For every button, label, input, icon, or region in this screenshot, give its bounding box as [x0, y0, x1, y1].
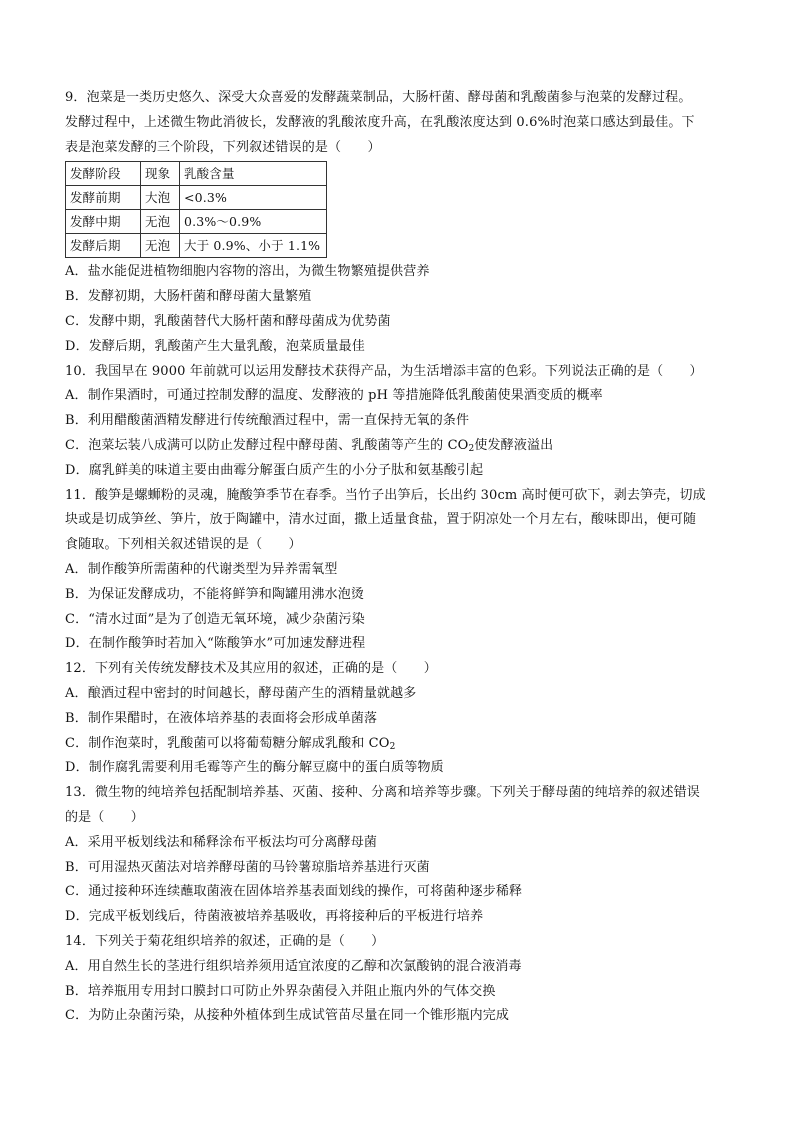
- question-12: [65, 657, 740, 781]
- table-row: [66, 210, 327, 234]
- table-cell: 无泡: [141, 210, 180, 234]
- subscript: 2: [389, 741, 396, 752]
- exam-page: [65, 86, 740, 1029]
- question-13: [65, 781, 740, 930]
- question-9: [65, 86, 740, 360]
- option-c: C．为防止杂菌污染，从接种外植体到生成试管苗尽量在同一个锥形瓶内完成: [65, 1008, 510, 1024]
- option-b: B．制作果醋时，在液体培养基的表面将会形成单菌落: [65, 710, 378, 726]
- option-b: B．利用醋酸菌酒精发酵进行传统酿酒过程中，需一直保持无氧的条件: [65, 413, 470, 429]
- option-d: D．制作腐乳需要利用毛霉等产生的酶分解豆腐中的蛋白质等物质: [65, 760, 444, 776]
- table-header-cell: 乳酸含量: [180, 162, 327, 186]
- option-text: C．制作泡菜时，乳酸菌可以将葡萄糖分解成乳酸和 CO: [65, 735, 390, 751]
- table-row: [66, 234, 327, 258]
- option-text: C．泡菜坛装八成满可以防止发酵过程中酵母菌、乳酸菌等产生的 CO: [65, 437, 469, 453]
- table-cell: 无泡: [141, 234, 180, 258]
- option-b: B．为保证发酵成功，不能将鲜笋和陶罐用沸水泡烫: [65, 586, 365, 602]
- option-c: [65, 434, 740, 459]
- option-b: B．培养瓶用专用封口膜封口可防止外界杂菌侵入并阻止瓶内外的气体交换: [65, 983, 496, 999]
- question-stem: 11．酸笋是螺蛳粉的灵魂，腌酸笋季节在春季。当竹子出笋后，长出约 30cm 高时便可砍下，剥去笋壳，切成: [65, 487, 706, 503]
- option-a: A．盐水能促进植物细胞内容物的溶出，为微生物繁殖提供营养: [65, 264, 430, 280]
- table-cell: 发酵中期: [66, 210, 141, 234]
- table-cell: 0.3%～0.9%: [180, 210, 327, 234]
- question-11: [65, 484, 740, 658]
- subscript: 2: [468, 443, 475, 454]
- question-stem: 块或是切成笋丝、笋片，放于陶罐中，清水过面，撒上适量食盐，置于阴凉处一个月左右，酸味即出，便可随: [65, 512, 697, 528]
- question-stem: 10．我国早在 9000 年前就可以运用发酵技术获得产品，为生活增添丰富的色彩。下列说法正确的是（ ）: [65, 363, 703, 379]
- option-a: A．用自然生长的茎进行组织培养须用适宜浓度的乙醇和次氯酸钠的混合液消毒: [65, 958, 522, 974]
- option-a: A．采用平板划线法和稀释涂布平板法均可分离酵母菌: [65, 834, 377, 850]
- option-d: D．完成平板划线后，待菌液被培养基吸收，再将接种后的平板进行培养: [65, 909, 484, 925]
- option-d: D．腐乳鲜美的味道主要由曲霉分解蛋白质产生的小分子肽和氨基酸引起: [65, 462, 484, 478]
- question-stem: 的是（ ）: [65, 809, 144, 825]
- question-stem: 9．泡菜是一类历史悠久、深受大众喜爱的发酵蔬菜制品，大肠杆菌、酵母菌和乳酸菌参与泡菜的发酵过程。: [65, 90, 692, 105]
- option-c: C．发酵中期，乳酸菌替代大肠杆菌和酵母菌成为优势菌: [65, 313, 391, 329]
- table-cell: 大泡: [141, 186, 180, 210]
- option-c: C．通过接种环连续蘸取菌液在固体培养基表面划线的操作，可将菌种逐步稀释: [65, 884, 523, 900]
- table-cell: <0.3%: [180, 186, 327, 210]
- table-row: [66, 186, 327, 210]
- option-text: 使发酵液溢出: [474, 437, 554, 453]
- table-cell: 发酵前期: [66, 186, 141, 210]
- option-a: A．酿酒过程中密封的时间越长，酵母菌产生的酒精量就越多: [65, 685, 417, 701]
- option-a: A．制作酸笋所需菌种的代谢类型为异养需氧型: [65, 561, 338, 577]
- question-stem: 13．微生物的纯培养包括配制培养基、灭菌、接种、分离和培养等步骤。下列关于酵母菌的纯培养的叙述错误: [65, 785, 700, 801]
- question-10: [65, 360, 740, 484]
- question-stem: 发酵过程中，上述微生物此消彼长，发酵液的乳酸浓度升高，在乳酸浓度达到 0.6%时泡菜口感达到最佳。下: [65, 114, 695, 130]
- option-c: C．“清水过面”是为了创造无氧环境，减少杂菌污染: [65, 611, 365, 627]
- table-cell: 大于 0.9%、小于 1.1%: [180, 234, 327, 258]
- question-14: [65, 930, 740, 1029]
- table-header-cell: 现象: [141, 162, 180, 186]
- table-header-row: [66, 162, 327, 186]
- option-b: B．发酵初期，大肠杆菌和酵母菌大量繁殖: [65, 289, 312, 305]
- option-a: A．制作果酒时，可通过控制发酵的温度、发酵液的 pH 等措施降低乳酸菌使果酒变质的概率: [65, 388, 603, 404]
- fermentation-stage-table: [65, 161, 327, 258]
- question-stem: 表是泡菜发酵的三个阶段，下列叙述错误的是（ ）: [65, 139, 381, 155]
- table-header-cell: 发酵阶段: [66, 162, 141, 186]
- option-d: D．在制作酸笋时若加入“陈酸笋水”可加速发酵进程: [65, 636, 366, 652]
- question-stem: 12．下列有关传统发酵技术及其应用的叙述，正确的是（ ）: [65, 661, 437, 677]
- option-b: B．可用湿热灭菌法对培养酵母菌的马铃薯琼脂培养基进行灭菌: [65, 859, 430, 875]
- option-c: [65, 732, 740, 757]
- question-stem: 14．下列关于菊花组织培养的叙述，正确的是（ ）: [65, 933, 385, 949]
- question-stem: 食随取。下列相关叙述错误的是（ ）: [65, 537, 302, 553]
- option-d: D．发酵后期，乳酸菌产生大量乳酸，泡菜质量最佳: [65, 338, 365, 354]
- table-cell: 发酵后期: [66, 234, 141, 258]
